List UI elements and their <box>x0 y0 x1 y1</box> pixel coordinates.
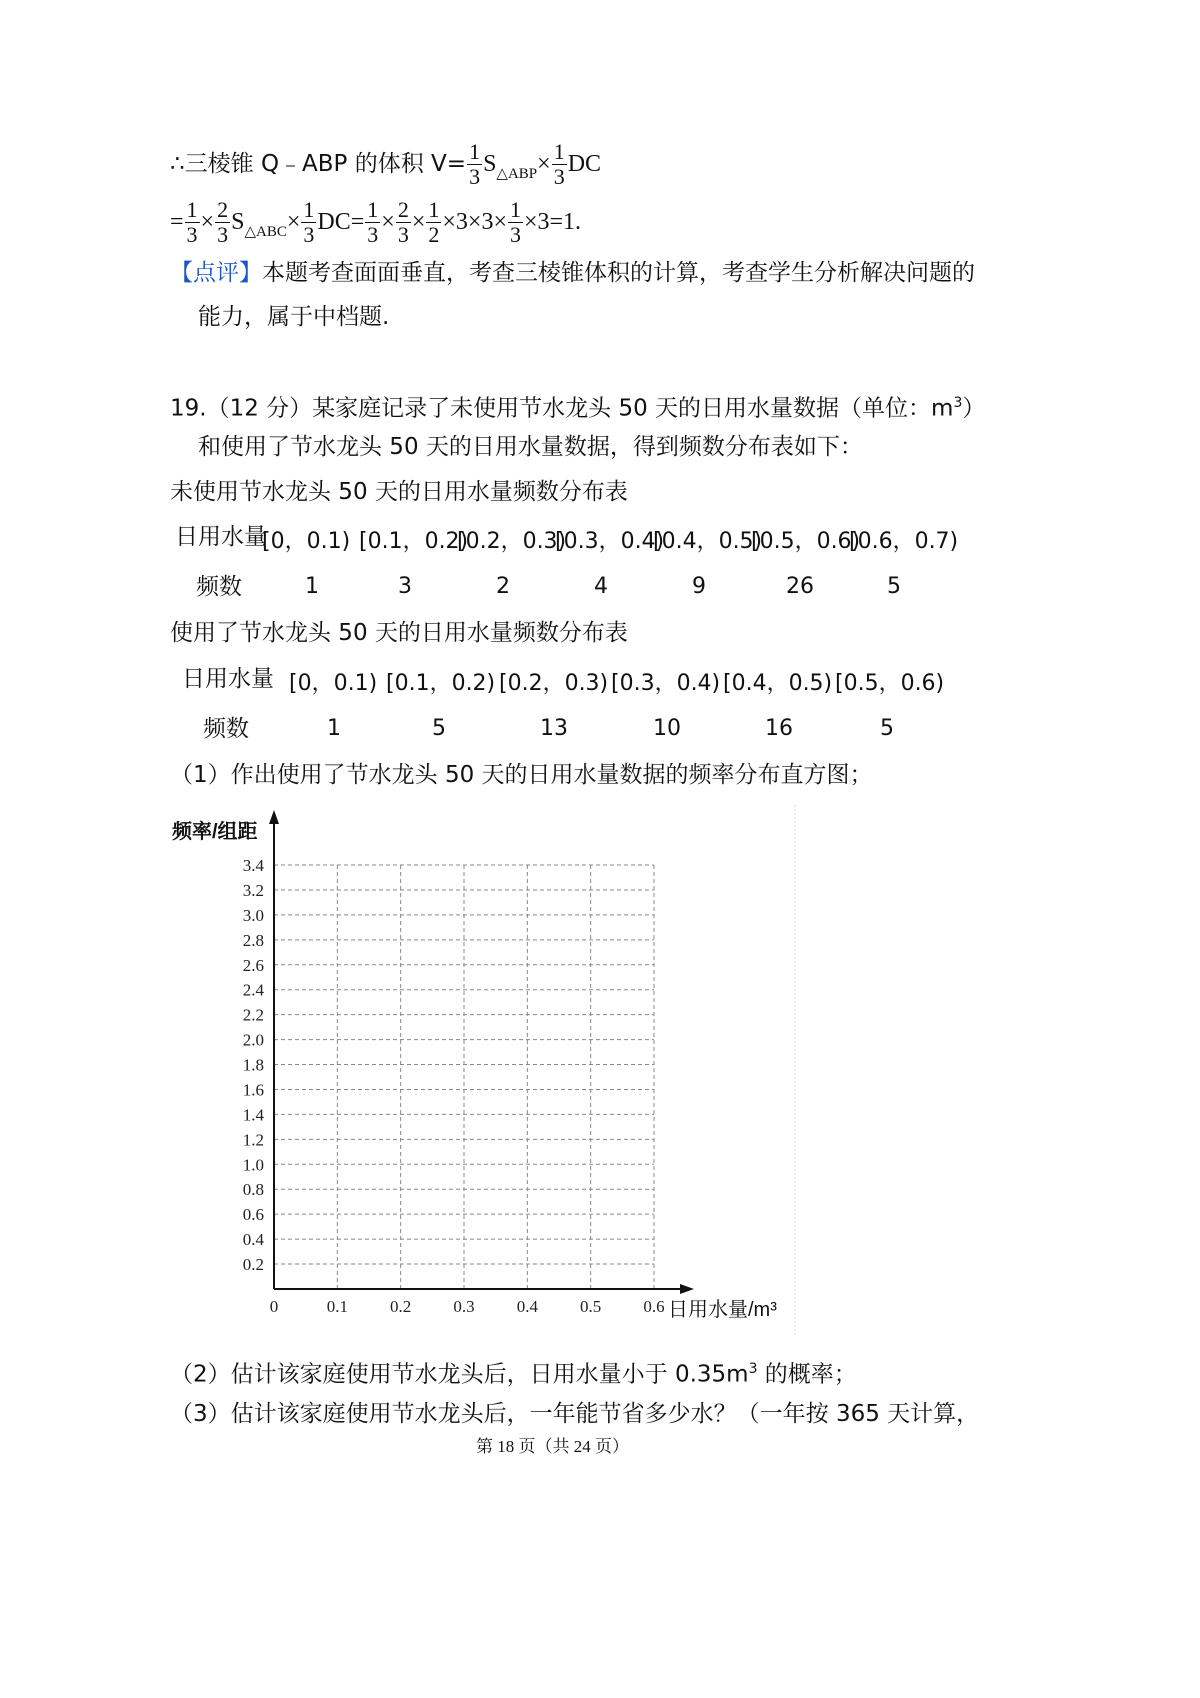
x-tick-label: 0.2 <box>390 1297 412 1316</box>
table2-title: 使用了节水龙头 50 天的日用水量频数分布表 <box>170 620 628 646</box>
volume-formula-prefix: ∴三棱锥 Q﹣ABP 的体积 V= <box>170 151 467 177</box>
y-tick-label: 3.2 <box>242 880 264 900</box>
table1-freq-cell: 26 <box>786 574 814 599</box>
table2-interval-cell: [0，0.1) <box>289 671 378 696</box>
y-tick-label: 2.0 <box>242 1030 264 1050</box>
table1-freq-cell: 5 <box>887 574 901 599</box>
table2-interval-cell: [0.2，0.3) <box>499 671 609 696</box>
part3-text: （3）估计该家庭使用节水龙头后，一年能节省多少水？（一年按 365 天计算， <box>170 1401 980 1427</box>
table1-freq-cell: 3 <box>398 574 412 599</box>
table1-freq-label: 频数 <box>196 574 242 600</box>
part1-text: （1）作出使用了节水龙头 50 天的日用水量数据的频率分布直方图； <box>170 762 873 788</box>
chart-x-ticks <box>270 1297 665 1316</box>
table1-interval-cell: [0.4，0.5) <box>653 529 763 554</box>
fraction-one-third: $\frac{1}{3}$ <box>553 139 565 189</box>
table2-freq-cell: 10 <box>653 716 681 741</box>
table2-interval-cell: [0.5，0.6) <box>835 671 945 696</box>
y-tick-label: 2.4 <box>242 980 264 1000</box>
page-footer: 第 18 页（共 24 页） <box>476 1437 629 1456</box>
table1-interval-cell: [0.2，0.3) <box>457 529 567 554</box>
y-tick-label: 2.6 <box>242 955 264 975</box>
y-tick-label: 1.4 <box>242 1105 264 1125</box>
comment-text: 本题考查面面垂直，考查三棱锥体积的计算，考查学生分析解决问题的 <box>262 260 975 286</box>
table1-interval-cell: [0，0.1) <box>262 529 351 554</box>
y-tick-label: 1.2 <box>242 1130 264 1150</box>
comment-tag: 【点评】 <box>170 260 262 286</box>
table2-interval-cell: [0.4，0.5) <box>723 671 833 696</box>
table1-interval-cell: [0.5，0.6) <box>751 529 861 554</box>
part2-text: （2）估计该家庭使用节水龙头后，日用水量小于 $0.35m^3$ 的概率； <box>170 1361 857 1388</box>
table1-freq-cell: 9 <box>692 574 706 599</box>
chart-y-label: 频率/组距 <box>172 821 258 843</box>
fraction-one-third: $\frac{1}{3}$ <box>469 139 481 189</box>
y-tick-label: 3.4 <box>242 856 264 875</box>
y-tick-label: 2.8 <box>242 930 264 950</box>
x-tick-label: 0.1 <box>326 1297 348 1316</box>
table1-freq-cell: 2 <box>496 574 510 599</box>
table1-interval-cell: [0.6，0.7) <box>849 529 959 554</box>
table2-interval-cell: [0.3，0.4) <box>611 671 721 696</box>
table1-interval-cell: [0.1，0.2) <box>359 529 469 554</box>
volume-formula-line1: ∴三棱锥 Q﹣ABP 的体积 V= $\frac{1}{3}$ $S_{\triangle ABP}\times$ $\frac{1}{3}$ DC <box>170 139 602 189</box>
y-tick-label: 1.8 <box>242 1055 264 1075</box>
x-axis-arrow-icon <box>680 1284 694 1294</box>
y-tick-label: 0.8 <box>242 1180 264 1200</box>
comment-line2: 能力，属于中档题. <box>198 304 390 330</box>
comment-line1 <box>170 258 975 288</box>
x-tick-label: 0.5 <box>580 1297 602 1316</box>
chart-y-ticks <box>243 856 265 1274</box>
table1-freq-cell: 4 <box>594 574 608 599</box>
question-line1: 19.（12 分）某家庭记录了未使用节水龙头 50 天的日用水量数据（单位：$m^3$） <box>170 395 986 422</box>
y-tick-label: 2.2 <box>242 1005 264 1025</box>
table2-freq-label: 频数 <box>203 716 249 742</box>
histogram-grid-chart <box>160 800 820 1340</box>
chart-x-label: 日用水量/m³ <box>668 1299 777 1321</box>
table1-title: 未使用节水龙头 50 天的日用水量频数分布表 <box>170 479 628 505</box>
y-tick-label: 0.4 <box>242 1230 264 1250</box>
table1-interval-cell: [0.3，0.4) <box>555 529 665 554</box>
table2-freq-cell: 5 <box>880 716 894 741</box>
question-line2: 和使用了节水龙头 50 天的日用水量数据，得到频数分布表如下： <box>198 434 863 460</box>
chart-axes <box>269 810 694 1294</box>
y-tick-label: 1.0 <box>242 1155 264 1175</box>
x-tick-label: 0.6 <box>643 1297 665 1316</box>
table2-interval-cell: [0.1，0.2) <box>386 671 496 696</box>
x-tick-label: 0.3 <box>453 1297 475 1316</box>
table2-freq-cell: 16 <box>765 716 793 741</box>
y-axis-arrow-icon <box>269 810 279 824</box>
y-tick-label: 3.0 <box>242 905 264 925</box>
y-tick-label: 0.2 <box>242 1255 264 1275</box>
table1-freq-cell: 1 <box>305 574 319 599</box>
table2-freq-cell: 1 <box>327 716 341 741</box>
y-tick-label: 1.6 <box>242 1080 264 1100</box>
chart-grid <box>274 865 654 1289</box>
volume-formula-line2: = $\frac{1}{3}$ × $\frac{2}{3}$ $S_{\triangle ABC}\times$ $\frac{1}{3}$ DC= $\frac{1}{3}$ × $\frac{2}{3}$ × $\frac{1}{2}$ ×3×3× $\frac{1}{3}$ ×3=1. <box>170 197 582 247</box>
table2-freq-cell: 5 <box>432 716 446 741</box>
table2-row-label: 日用水量 <box>182 666 274 692</box>
x-tick-label: 0 <box>269 1297 279 1316</box>
table2-freq-cell: 13 <box>540 716 568 741</box>
x-tick-label: 0.4 <box>516 1297 538 1316</box>
y-tick-label: 0.6 <box>242 1205 264 1225</box>
table1-row-label: 日用水量 <box>175 524 267 550</box>
